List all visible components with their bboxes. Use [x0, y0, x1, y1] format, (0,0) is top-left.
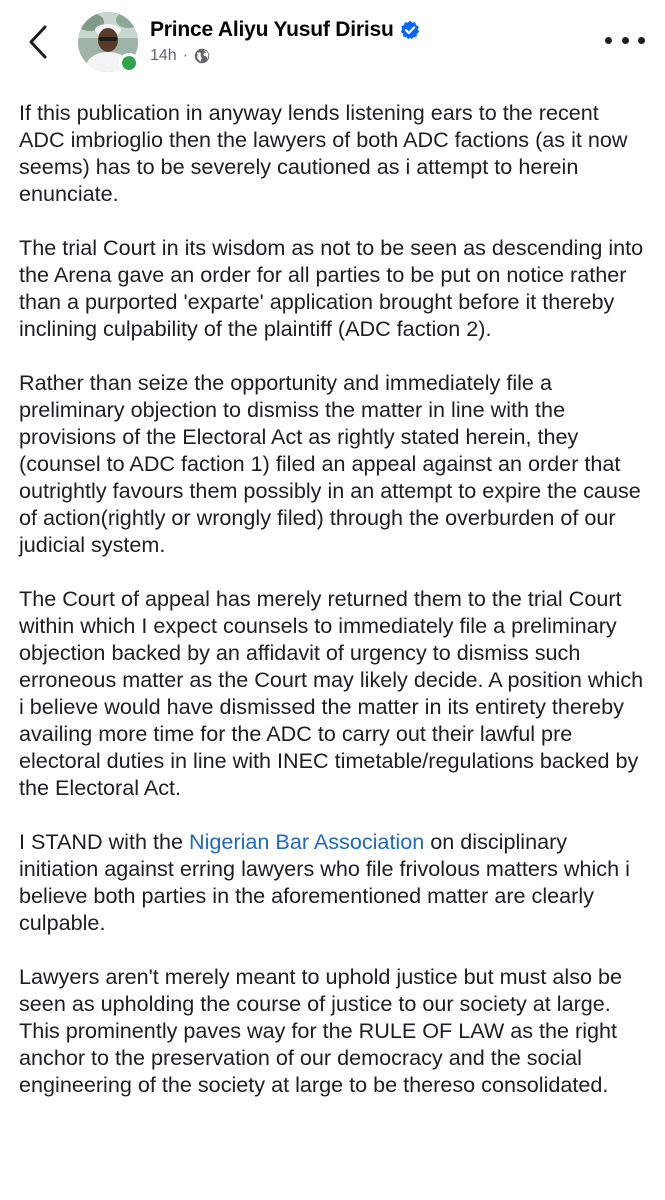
- more-horizontal-icon-dot: [638, 37, 645, 44]
- post-header: [0, 0, 665, 84]
- post-paragraph-5: [19, 828, 649, 936]
- post-paragraph-4: The Court of appeal has merely returned them to the trial Court within which I expect counsels to immediately file a preliminary objection backed by an affidavit of urgency to dismiss such erroneous matter as the Court may likely decide. A position which i believe would have dismissed the matter in its entirety thereby availing more time for the ADC to carry out their lawful pre electoral duties in line with INEC timetable/regulations backed by the Electoral Act.: [19, 586, 644, 800]
- more-options-button[interactable]: [605, 30, 645, 50]
- back-button[interactable]: [20, 22, 56, 62]
- author-line: [150, 15, 420, 45]
- meta-separator: ·: [182, 47, 189, 64]
- post-meta: [150, 45, 210, 67]
- post-paragraph-2: The trial Court in its wisdom as not to be seen as descending into the Arena gave an order for all parties to be put on notice rather than a purported 'exparte' application brought before it thereby inclining culpability of the plaintiff (ADC faction 2).: [19, 235, 644, 341]
- author-avatar[interactable]: [78, 12, 138, 72]
- post-paragraph-6: Lawyers aren't merely meant to uphold justice but must also be seen as upholding the course of justice to our society at large. This prominently paves way for the RULE OF LAW as the right anchor to the preservation of our democracy and the social engineering of the society at large to be thereso consolidated.: [19, 964, 623, 1097]
- post-text: [19, 99, 649, 1098]
- post-paragraph-1: If this publication in anyway lends listening ears to the recent ADC imbrioglio then the lawyers of both ADC factions (as it now seems) has to be severely cautioned as i attempt to herein enunciate.: [19, 100, 628, 206]
- globe-icon[interactable]: [194, 48, 210, 64]
- author-name[interactable]: Prince Aliyu Yusuf Dirisu: [150, 18, 394, 41]
- nigerian-bar-association-link[interactable]: Nigerian Bar Association: [189, 829, 425, 854]
- verified-badge-icon: [400, 20, 420, 40]
- post-paragraph-5-start: I STAND with the: [19, 829, 189, 854]
- online-status-indicator: [119, 53, 139, 73]
- more-horizontal-icon-dot: [622, 37, 629, 44]
- more-horizontal-icon-dot: [605, 37, 612, 44]
- post-paragraph-5-end: on disciplinary initiation against erring lawyers who file frivolous matters which i believe both parties in the aforementioned matter are clearly culpable.: [19, 829, 630, 935]
- chevron-left-icon: [28, 25, 48, 59]
- post-paragraph-3: Rather than seize the opportunity and immediately file a preliminary objection to dismiss the matter in line with the provisions of the Electoral Act as rightly stated herein, they (counsel to ADC faction 1) filed an appeal against an order that outrightly favours them possibly in an attempt to expire the cause of action(rightly or wrongly filed) through the overburden of our judicial system.: [19, 370, 641, 557]
- post-timestamp[interactable]: 14h: [150, 47, 177, 64]
